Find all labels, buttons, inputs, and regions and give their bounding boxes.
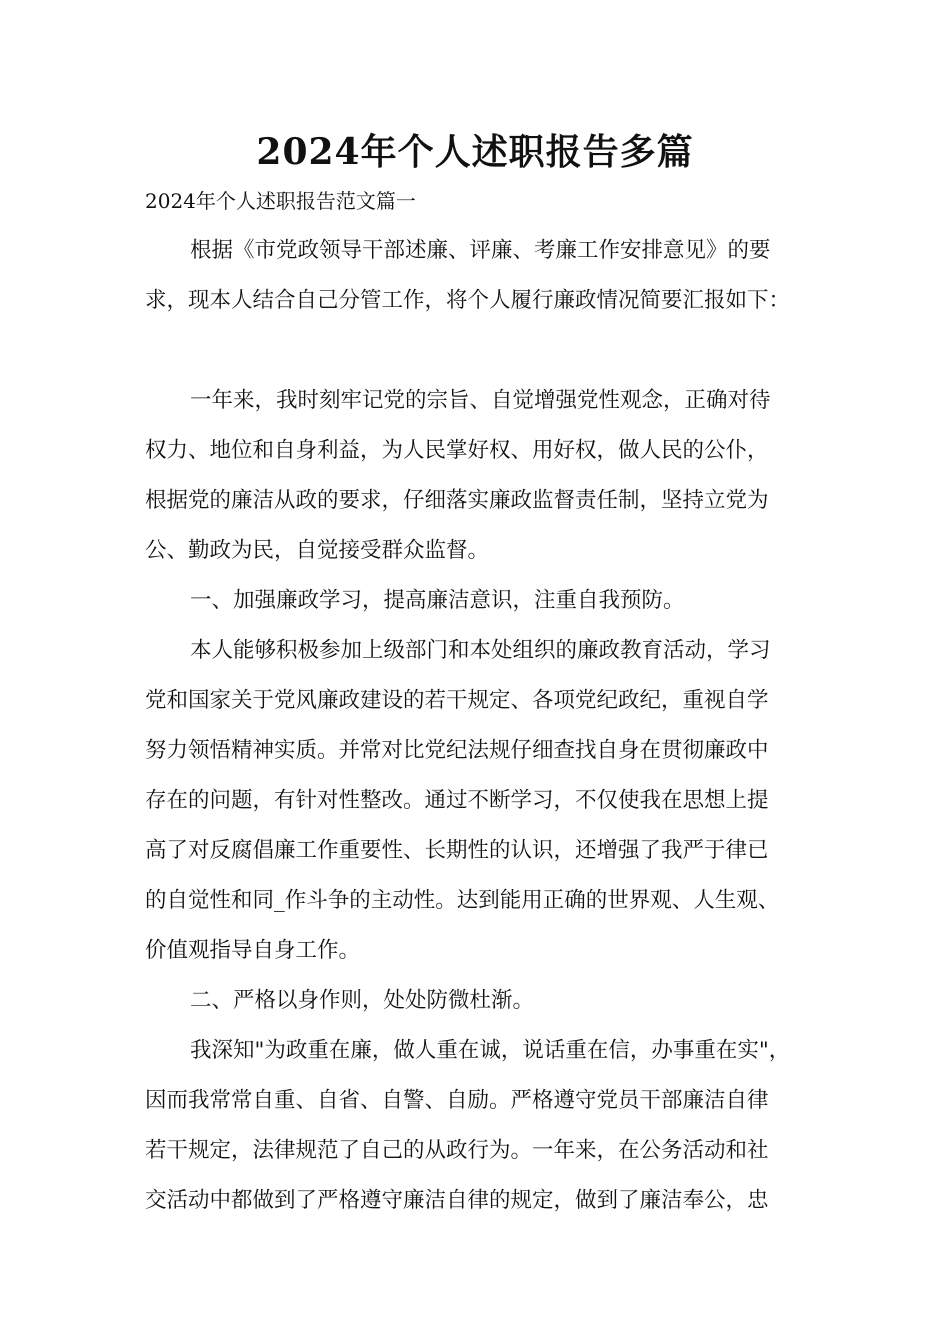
paragraph-line: 根据《市党政领导干部述廉、评廉、考廉工作安排意见》的要 <box>190 238 771 263</box>
section-heading: 一、加强廉政学习，提高廉洁意识，注重自我预防。 <box>190 588 685 613</box>
paragraph-line: 存在的问题，有针对性整改。通过不断学习，不仅使我在思想上提 <box>145 788 769 813</box>
paragraph-line: 本人能够积极参加上级部门和本处组织的廉政教育活动，学习 <box>190 638 771 663</box>
document-title: 2024年个人述职报告多篇 <box>256 131 694 173</box>
paragraph-line: 求，现本人结合自己分管工作，将个人履行廉政情况简要汇报如下： <box>145 288 791 313</box>
paragraph-line: 根据党的廉洁从政的要求，仔细落实廉政监督责任制，坚持立党为 <box>145 488 769 513</box>
paragraph-line: 因而我常常自重、自省、自警、自励。严格遵守党员干部廉洁自律 <box>145 1088 769 1113</box>
paragraph-line: 公、勤政为民，自觉接受群众监督。 <box>145 538 490 563</box>
paragraph-line: 的自觉性和同_作斗争的主动性。达到能用正确的世界观、人生观、 <box>145 888 780 913</box>
section-heading: 二、严格以身作则，处处防微杜渐。 <box>190 988 535 1013</box>
paragraph-line: 价值观指导自身工作。 <box>145 938 361 963</box>
document-subtitle: 2024年个人述职报告范文篇一 <box>145 189 416 213</box>
paragraph-line: 高了对反腐倡廉工作重要性、长期性的认识，还增强了我严于律已 <box>145 838 769 863</box>
paragraph-line: 一年来，我时刻牢记党的宗旨、自觉增强党性观念，正确对待 <box>190 388 771 413</box>
paragraph-line: 努力领悟精神实质。并常对比党纪法规仔细查找自身在贯彻廉政中 <box>145 738 769 763</box>
paragraph-line: 我深知"为政重在廉，做人重在诚，说话重在信，办事重在实"， <box>190 1038 791 1063</box>
paragraph-line: 党和国家关于党风廉政建设的若干规定、各项党纪政纪，重视自学 <box>145 688 769 713</box>
paragraph-line: 权力、地位和自身利益，为人民掌好权、用好权，做人民的公仆， <box>145 438 769 463</box>
paragraph-line: 交活动中都做到了严格遵守廉洁自律的规定，做到了廉洁奉公，忠 <box>145 1188 769 1213</box>
paragraph-line: 若干规定，法律规范了自己的从政行为。一年来，在公务活动和社 <box>145 1138 769 1163</box>
